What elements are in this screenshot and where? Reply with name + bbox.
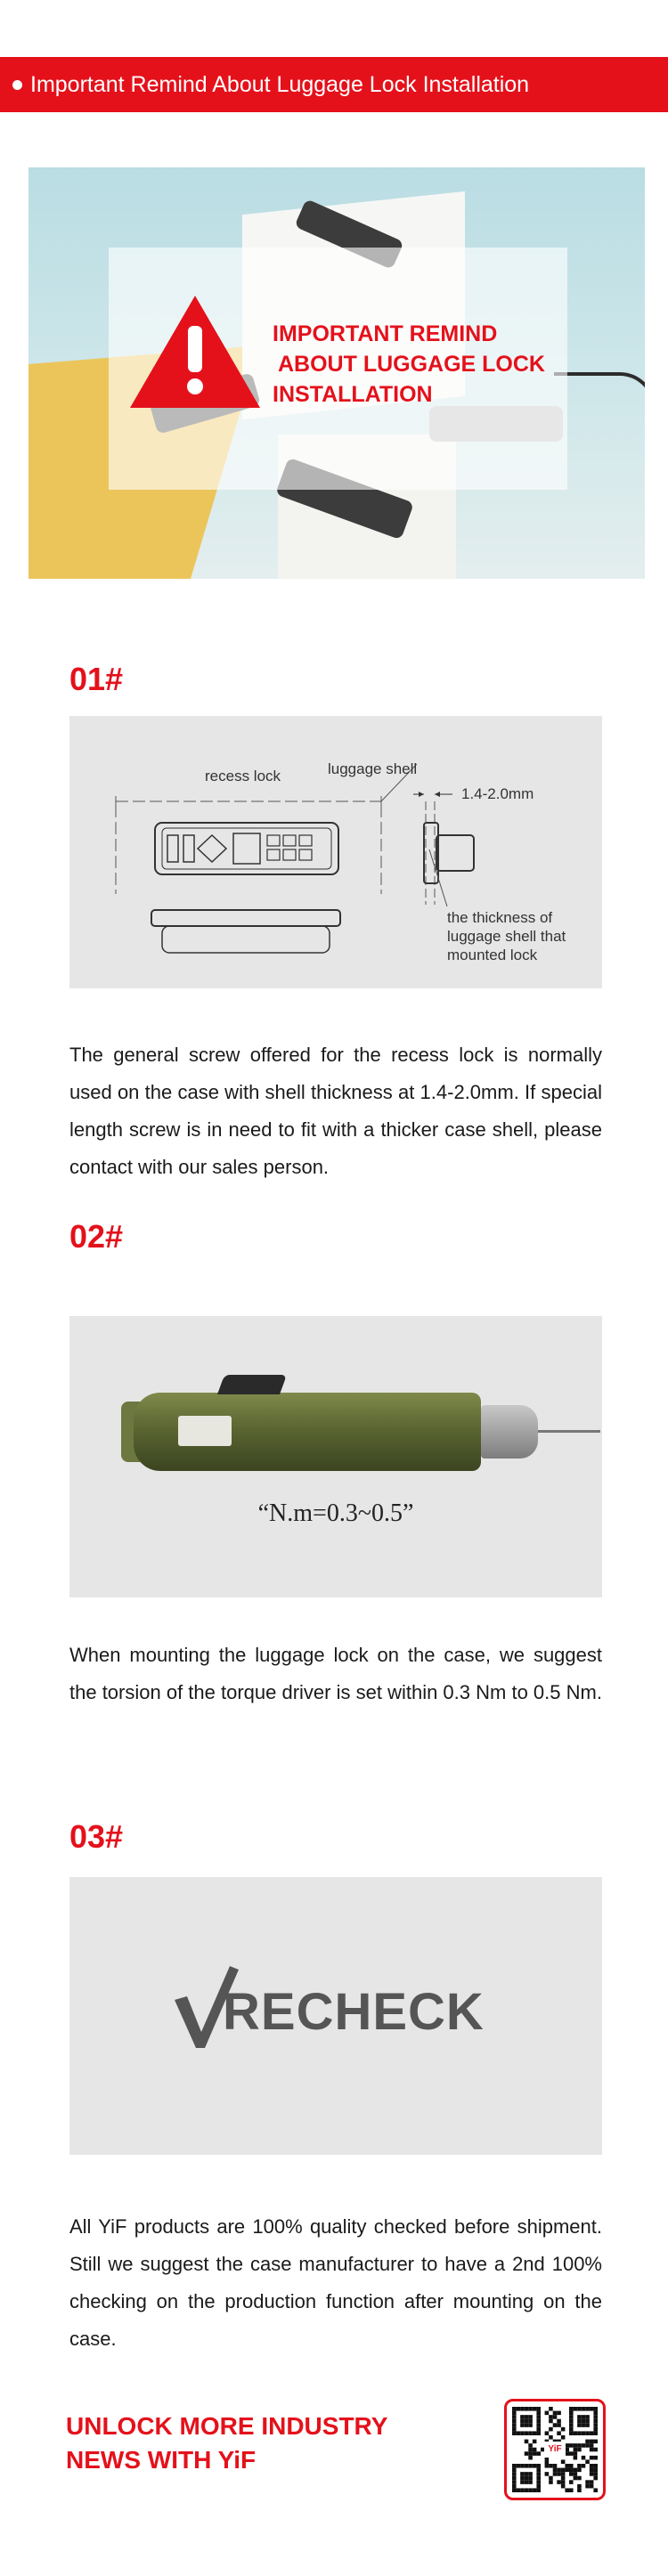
footer-cta-line: NEWS WITH YiF [66, 2446, 257, 2474]
recess-lock-label: recess lock [205, 768, 281, 784]
hero-title [273, 319, 545, 410]
warning-triangle-icon [126, 292, 264, 411]
hero-title-line: INSTALLATION [273, 382, 433, 407]
recheck-label: RECHECK [223, 1983, 485, 2041]
recess-lock-diagram [69, 716, 602, 988]
torque-driver-image [69, 1316, 602, 1597]
hero-title-line: IMPORTANT REMIND [273, 321, 498, 346]
thickness-note [447, 908, 566, 964]
driver-bit [538, 1430, 600, 1433]
section-header-bar [0, 57, 668, 112]
footer-cta-line: UNLOCK MORE INDUSTRY [66, 2412, 388, 2440]
step-description: The general screw offered for the recess lock is normally used on the case with shell thickness at 1.4-2.0mm. If special length screw is in need to fit with a thicker case shell, please contact with our sales person. [69, 1044, 602, 1178]
hero-title-line: ABOUT LUGGAGE LOCK [278, 352, 545, 377]
luggage-shell-label: luggage shell [328, 760, 418, 777]
driver-nose [481, 1405, 538, 1459]
recheck-image [69, 1877, 602, 2155]
thickness-note-line: luggage shell that [447, 928, 566, 945]
driver-trigger [217, 1375, 287, 1394]
bullet-dot-icon [12, 80, 22, 90]
hero-image [29, 167, 645, 579]
thickness-range-label: 1.4-2.0mm [461, 785, 534, 802]
torque-caption: “N.m=0.3~0.5” [257, 1499, 414, 1527]
section-header-title: Important Remind About Luggage Lock Installation [30, 72, 530, 97]
thickness-note-line: mounted lock [447, 947, 538, 963]
qr-logo: YiF [544, 2442, 566, 2458]
step-description: All YiF products are 100% quality checked before shipment. Still we suggest the case manufacturer to have a 2nd 100% checking on the production function after mounting on the case. [69, 2215, 602, 2350]
hero-cable [554, 372, 645, 438]
driver-label [178, 1416, 232, 1446]
footer-cta [66, 2409, 387, 2477]
qr-code[interactable] [504, 2399, 606, 2500]
step-description: When mounting the luggage lock on the case, we suggest the torsion of the torque driver is set within 0.3 Nm to 0.5 Nm. [69, 1644, 602, 1703]
step-number: 03# [69, 1818, 124, 1855]
step-number: 01# [69, 661, 124, 697]
thickness-note-line: the thickness of [447, 909, 553, 926]
step-number: 02# [69, 1218, 124, 1255]
